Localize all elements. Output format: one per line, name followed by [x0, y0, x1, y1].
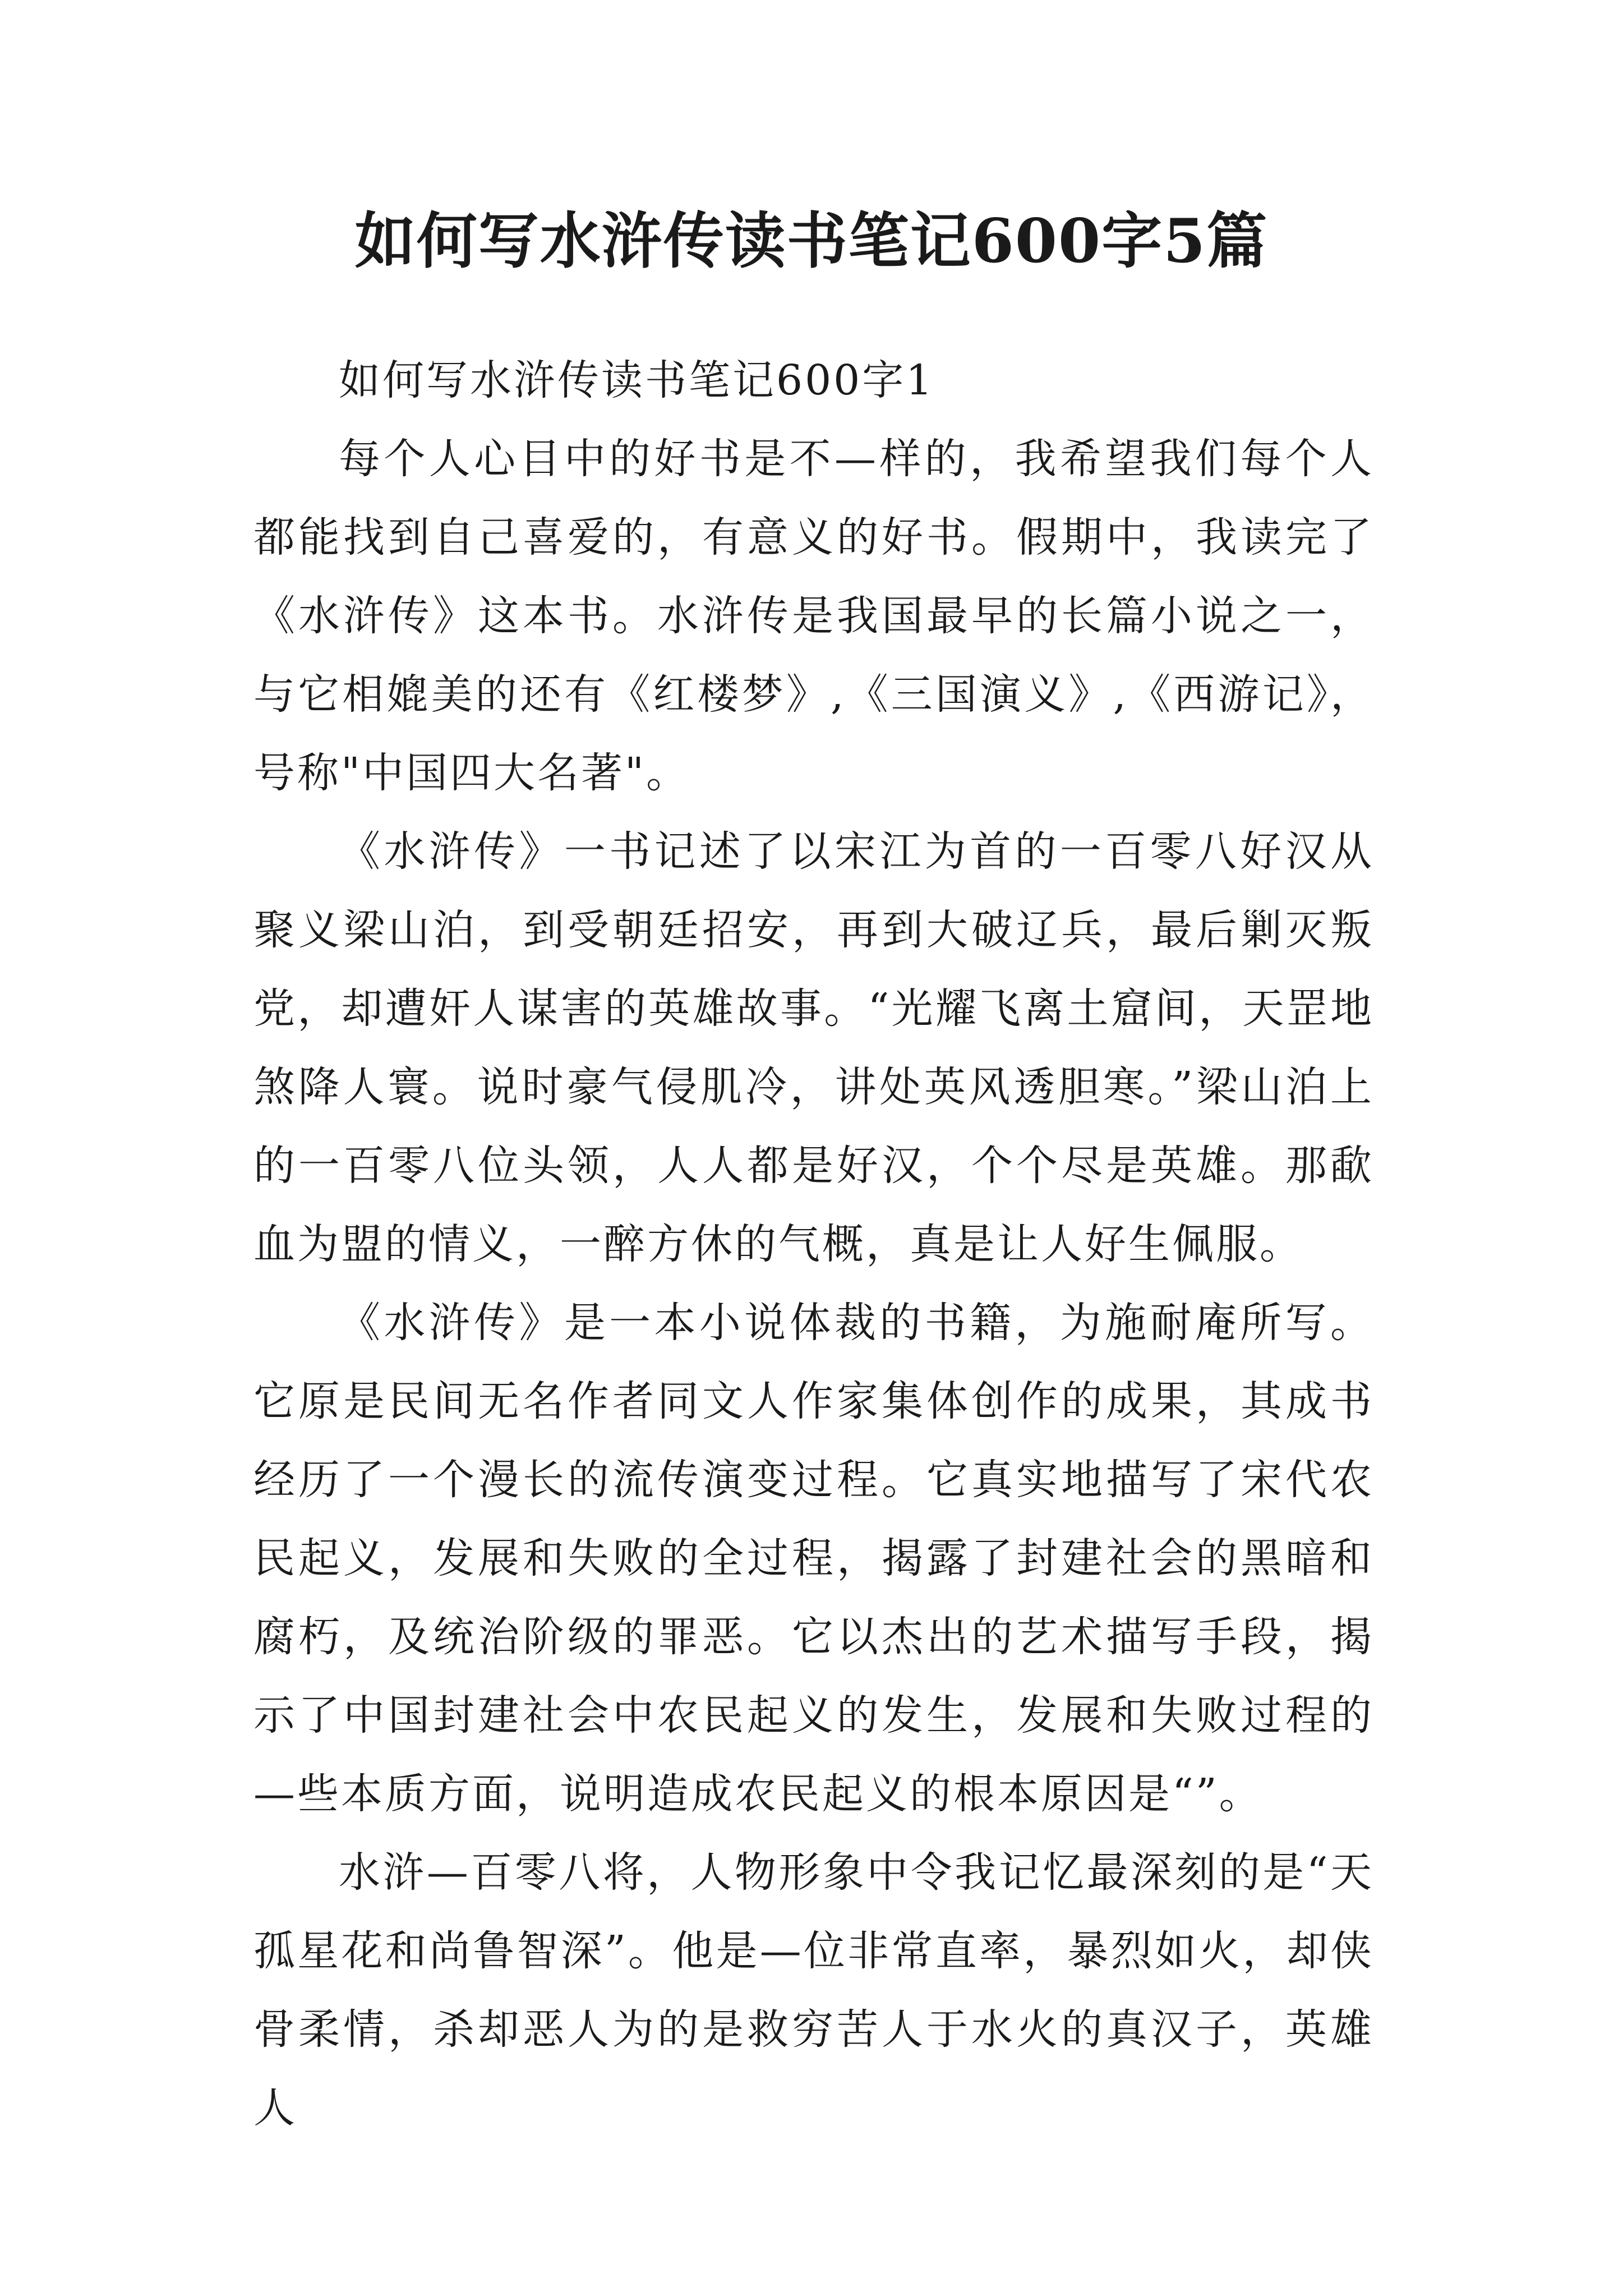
document-title: 如何写水浒传读书笔记600字5篇 [354, 206, 1269, 277]
paragraph: 水浒—百零八将，人物形象中令我记忆最深刻的是“天孤星花和尚鲁智深”。他是—位非常直率，暴烈如火，却侠骨柔情，杀却恶人为的是救穷苦人于水火的真汉子，英雄人 [253, 1848, 1374, 2132]
paragraph: 《水浒传》是一本小说体裁的书籍，为施耐庵所写。它原是民间无名作者同文人作家集体创作的成果，其成书经历了一个漫长的流传演变过程。它真实地描写了宋代农民起义，发展和失败的全过程，揭露了封建社会的黑暗和腐朽，及统治阶级的罪恶。它以杰出的艺术描写手段，揭示了中国封建社会中农民起义的发生，发展和失败过程的—些本质方面，说明造成农民起义的根本原因是“”。 [253, 1299, 1374, 1818]
paragraph: 《水浒传》一书记述了以宋江为首的一百零八好汉从聚义梁山泊，到受朝廷招安，再到大破辽兵，最后剿灭叛党，却遭奸人谋害的英雄故事。“光耀飞离土窟间，天罡地煞降人寰。说时豪气侵肌冷，讲处英风透胆寒。”梁山泊上的一百零八位头领，人人都是好汉，个个尽是英雄。那歃血为盟的情义，一醉方休的气概，真是让人好生佩服。 [253, 827, 1374, 1268]
paragraph: 每个人心目中的好书是不—样的，我希望我们每个人都能找到自己喜爱的，有意义的好书。假期中，我读完了《水浒传》这本书。水浒传是我国最早的长篇小说之一，与它相媲美的还有《红楼梦》,《三国演义》,《西游记》，号称"中国四大名著"。 [253, 435, 1374, 797]
document-body [253, 341, 1374, 2147]
section-heading: 如何写水浒传读书笔记600字1 [339, 356, 935, 404]
